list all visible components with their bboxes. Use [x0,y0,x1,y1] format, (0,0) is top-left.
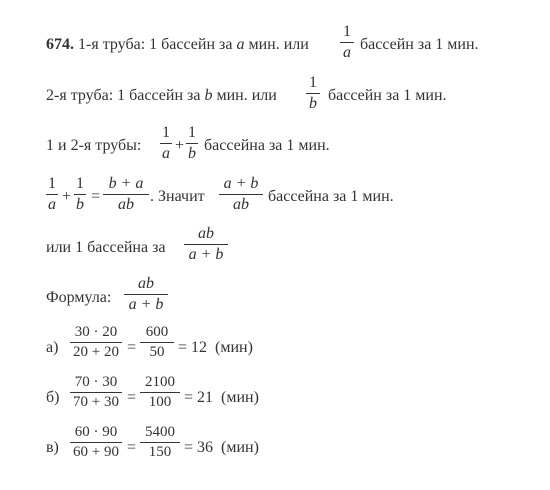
item-a-d1: 20 + 20 [73,344,119,360]
item-b-unit: (мин) [221,389,259,406]
line1-var: a [236,36,245,53]
line3-f1-den: a [162,145,170,162]
line1-fraction [340,24,354,61]
line3-f2-den: b [188,145,196,162]
fraction-bar [70,342,122,343]
item-c-n1: 60 · 90 [74,424,118,440]
item-b-d2: 100 [148,394,172,410]
line3-fraction-1 [160,125,172,162]
fraction-bar [124,294,168,295]
formula-num: ab [138,275,154,292]
fraction-bar [140,342,174,343]
formula-fraction [124,276,168,313]
line1-pipe: 1-я труба: 1 бассейн за [78,36,233,53]
line3-f1-num: 1 [162,124,170,141]
item-b-result: = 21 [184,389,214,406]
line1-frac-num: 1 [343,23,351,40]
line5-f-num: ab [198,225,214,242]
line4-f4-num: a + b [223,175,259,192]
item-a-d2: 50 [149,344,165,360]
line3-fraction-2 [186,125,198,162]
item-c-result: = 36 [184,439,214,456]
fraction-bar [219,194,263,195]
item-c-d2: 150 [148,444,172,460]
problem-number: 674. [46,36,74,53]
item-a-fraction-2 [140,325,174,360]
line3-f2-num: 1 [188,124,196,141]
item-a-result: = 12 [178,339,208,356]
line4-fraction-2 [74,176,86,213]
line4-f1-num: 1 [48,175,56,192]
line2-mid: мин. или [216,87,277,104]
line2-pipe: 2-я труба: 1 бассейн за [46,87,201,104]
line2-frac-den: b [309,95,317,112]
item-b-d1: 70 + 30 [73,394,119,410]
line4-f2-num: 1 [76,175,84,192]
line5-f-den: a + b [188,246,224,263]
fraction-bar [70,442,122,443]
item-c-unit: (мин) [221,439,259,456]
fraction-bar [184,244,228,245]
item-b-n2: 2100 [145,374,175,390]
fraction-bar [70,392,122,393]
item-b-n1: 70 · 30 [74,374,118,390]
fraction-bar [340,42,354,43]
line4-mid: . Значит [150,188,205,205]
fraction-bar [160,143,172,144]
line2-frac-num: 1 [309,74,317,91]
line1-end: бассейн за 1 мин. [360,36,479,53]
fraction-bar [103,194,149,195]
item-b-label: б) [46,389,60,406]
line-1 [46,37,309,53]
item-c-eq: = [127,439,137,456]
line4-plus: + [62,188,72,205]
line-2 [46,88,277,104]
fraction-bar [140,392,180,393]
fraction-bar [186,143,198,144]
item-c-fraction-2 [140,425,180,460]
fraction-bar [306,93,320,94]
line2-fraction [306,75,320,112]
line4-f4-den: ab [233,196,249,213]
item-a-eq: = [127,339,137,356]
item-b-eq: = [127,389,137,406]
item-c-label: в) [46,439,59,456]
line4-f1-den: a [48,196,56,213]
line4-f3-den: ab [118,196,134,213]
fraction-bar [74,194,86,195]
item-a-n2: 600 [145,324,169,340]
fraction-bar [46,194,58,195]
line4-fraction-1 [46,176,58,213]
line4-eq: = [91,188,101,205]
item-b-fraction-2 [140,375,180,410]
item-a-n1: 30 · 20 [74,324,118,340]
line5-fraction [184,226,228,263]
line3-end: бассейна за 1 мин. [204,137,330,154]
formula-label: Формула: [46,289,112,306]
line4-f2-den: b [76,196,84,213]
item-a-label: а) [46,339,59,356]
line2-end: бассейн за 1 мин. [328,87,447,104]
item-a-unit: (мин) [215,339,253,356]
line3-plus: + [175,137,185,154]
item-a-fraction-1 [70,325,122,360]
item-b-fraction-1 [70,375,122,410]
item-c-fraction-1 [70,425,122,460]
line4-f3-num: b + a [108,175,144,192]
line2-var: b [204,87,213,104]
line1-frac-den: a [343,44,351,61]
line4-end: бассейна за 1 мин. [268,188,394,205]
item-c-d1: 60 + 90 [73,444,119,460]
line4-fraction-4 [219,176,263,213]
formula-den: a + b [128,296,164,313]
line1-mid: мин. или [248,36,309,53]
line4-fraction-3 [103,176,149,213]
fraction-bar [140,442,180,443]
line5-lead: или 1 бассейна за [46,239,166,256]
line3-lead: 1 и 2-я трубы: [46,137,142,154]
item-c-n2: 5400 [145,424,175,440]
